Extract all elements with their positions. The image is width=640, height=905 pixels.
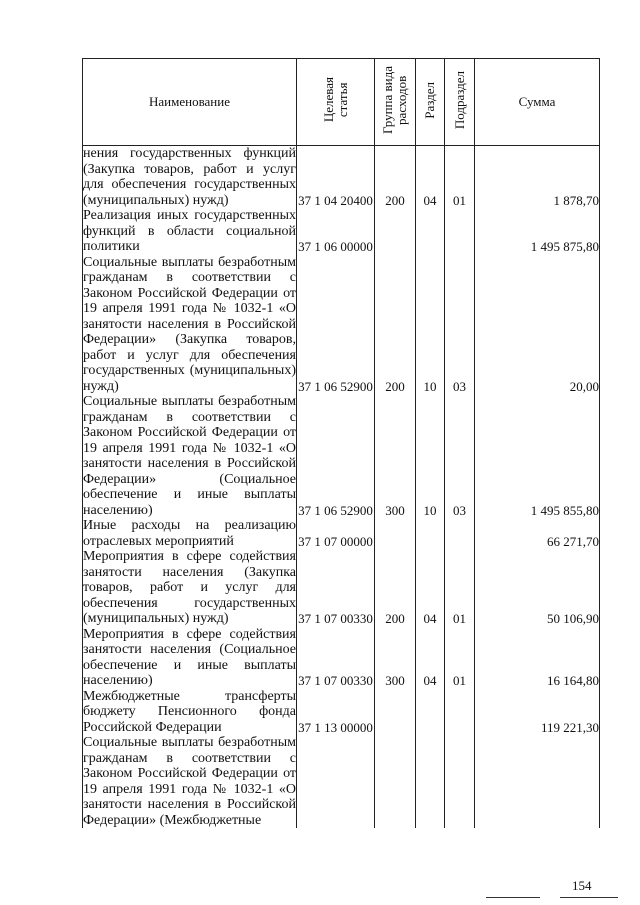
header-target: Целевая статья	[297, 59, 375, 146]
cell-target-article	[297, 689, 375, 736]
cell-section	[416, 146, 445, 209]
cell-subsection	[445, 394, 475, 518]
cell-sum-text: 16 164,80	[547, 673, 599, 688]
cell-expense-group	[375, 689, 416, 736]
footer-line	[560, 897, 618, 898]
cell-name-text: Социальные выплаты безработным гражданам в соответствии с Законом Российской Федерации от 19 апреля 1991 года № 1032-1 «О занятости населения в Российской Федерации» (Социальное обеспечение и иные выплаты населению)	[83, 394, 296, 518]
cell-section	[416, 689, 445, 736]
cell-expense-group-text: 300	[385, 673, 405, 688]
cell-subsection-text: 01	[453, 611, 466, 626]
table-row	[83, 549, 600, 627]
cell-subsection	[445, 255, 475, 395]
cell-section-text: 04	[423, 611, 437, 626]
cell-subsection	[445, 735, 475, 828]
table-row	[83, 146, 600, 209]
cell-target-article-text: 37 1 07 00330	[298, 673, 373, 688]
cell-expense-group	[375, 627, 416, 689]
cell-section-text: 04	[423, 192, 437, 208]
cell-expense-group	[375, 208, 416, 255]
cell-expense-group	[375, 735, 416, 828]
cell-name	[83, 518, 297, 549]
cell-name	[83, 394, 297, 518]
cell-sum-text: 1 495 855,80	[530, 502, 599, 518]
cell-section	[416, 735, 445, 828]
cell-sum-text: 66 271,70	[547, 533, 599, 549]
cell-target-article	[297, 208, 375, 255]
cell-name-text: Мероприятия в сфере содействия занятости населения (Закупка товаров, работ и услуг для обеспечения государственных (муниципальных) нужд)	[83, 549, 296, 626]
cell-section	[416, 208, 445, 255]
table-row	[83, 394, 600, 518]
table-body	[83, 146, 600, 829]
cell-name	[83, 627, 297, 689]
cell-section-text: 10	[423, 502, 437, 518]
cell-expense-group-text: 200	[385, 192, 405, 208]
table-row	[83, 627, 600, 689]
cell-subsection	[445, 146, 475, 209]
cell-section	[416, 549, 445, 627]
cell-section	[416, 394, 445, 518]
cell-expense-group-text: 200	[385, 611, 405, 626]
cell-name	[83, 255, 297, 395]
cell-section	[416, 255, 445, 395]
cell-target-article	[297, 255, 375, 395]
cell-name	[83, 689, 297, 736]
cell-target-article	[297, 394, 375, 518]
cell-name-text: Межбюджетные трансферты бюджету Пенсионного фонда Российской Федерации	[83, 688, 296, 735]
cell-subsection	[445, 549, 475, 627]
cell-subsection-text: 03	[453, 378, 466, 394]
table-header-row	[83, 59, 600, 146]
cell-sum	[475, 255, 600, 395]
cell-sum	[475, 735, 600, 828]
cell-subsection-text: 01	[453, 192, 466, 208]
cell-target-article-text: 37 1 07 00330	[298, 611, 373, 626]
cell-name-text: Иные расходы на реализацию отраслевых мероприятий	[83, 518, 296, 549]
table-row	[83, 518, 600, 549]
cell-expense-group	[375, 255, 416, 395]
cell-target-article	[297, 518, 375, 549]
cell-section-text: 10	[423, 378, 437, 394]
cell-sum-text: 20,00	[569, 378, 599, 394]
cell-expense-group-text: 300	[385, 502, 405, 518]
cell-subsection	[445, 518, 475, 549]
cell-name-text: Социальные выплаты безработным гражданам в соответствии с Законом Российской Федерации от 19 апреля 1991 года № 1032-1 «О занятости населения в Российской Федерации» (Закупка товаров, работ и услуг для обеспечения государственных (муниципальных) нужд)	[83, 254, 296, 394]
header-section: Раздел	[416, 59, 445, 146]
cell-section	[416, 627, 445, 689]
header-group: Группа вида расходов	[375, 59, 416, 146]
cell-name	[83, 208, 297, 255]
cell-name-text: Социальные выплаты безработным гражданам в соответствии с Законом Российской Федерации от 19 апреля 1991 года № 1032-1 «О занятости населения в Российской Федерации» (Межбюджетные	[83, 735, 296, 828]
cell-name-text: нения государственных функций (Закупка товаров, работ и услуг для обеспечения государственных (муниципальных) нужд)	[83, 146, 296, 208]
table-row	[83, 208, 600, 255]
table-row	[83, 255, 600, 395]
cell-subsection	[445, 208, 475, 255]
cell-sum	[475, 549, 600, 627]
cell-sum	[475, 394, 600, 518]
cell-target-article	[297, 627, 375, 689]
cell-sum	[475, 627, 600, 689]
header-name: Наименование	[83, 59, 297, 146]
cell-expense-group	[375, 394, 416, 518]
cell-sum	[475, 518, 600, 549]
budget-table	[82, 58, 600, 828]
cell-sum	[475, 689, 600, 736]
table-row	[83, 735, 600, 828]
table-row	[83, 689, 600, 736]
footer-line	[486, 897, 540, 898]
cell-section-text: 04	[423, 673, 437, 688]
cell-target-article-text: 37 1 06 52900	[298, 502, 373, 518]
cell-target-article-text: 37 1 06 52900	[298, 378, 373, 394]
cell-target-article-text: 37 1 04 20400	[298, 192, 373, 208]
cell-sum-text: 1 878,70	[553, 192, 599, 208]
cell-expense-group-text: 200	[385, 378, 405, 394]
page-number: 154	[572, 878, 592, 893]
cell-name	[83, 735, 297, 828]
header-subsection: Подраздел	[445, 59, 475, 146]
cell-target-article-text: 37 1 06 00000	[298, 239, 373, 254]
cell-sum	[475, 208, 600, 255]
cell-target-article	[297, 549, 375, 627]
cell-subsection-text: 03	[453, 502, 466, 518]
cell-name-text: Мероприятия в сфере содействия занятости населения (Социальное обеспечение и иные выплаты населению)	[83, 626, 296, 688]
cell-expense-group	[375, 146, 416, 209]
cell-expense-group	[375, 549, 416, 627]
cell-target-article	[297, 146, 375, 209]
cell-subsection	[445, 627, 475, 689]
cell-sum-text: 1 495 875,80	[530, 239, 599, 254]
cell-sum-text: 119 221,30	[540, 719, 599, 735]
cell-name-text: Реализация иных государственных функций в области социальной политики	[83, 208, 296, 254]
cell-sum	[475, 146, 600, 209]
cell-name	[83, 549, 297, 627]
cell-section	[416, 518, 445, 549]
cell-expense-group	[375, 518, 416, 549]
header-sum: Сумма	[475, 59, 600, 146]
cell-target-article-text: 37 1 07 00000	[298, 533, 373, 549]
cell-sum-text: 50 106,90	[547, 611, 599, 626]
cell-target-article-text: 37 1 13 00000	[298, 719, 373, 735]
cell-subsection-text: 01	[453, 673, 466, 688]
cell-target-article	[297, 735, 375, 828]
cell-subsection	[445, 689, 475, 736]
cell-name	[83, 146, 297, 209]
